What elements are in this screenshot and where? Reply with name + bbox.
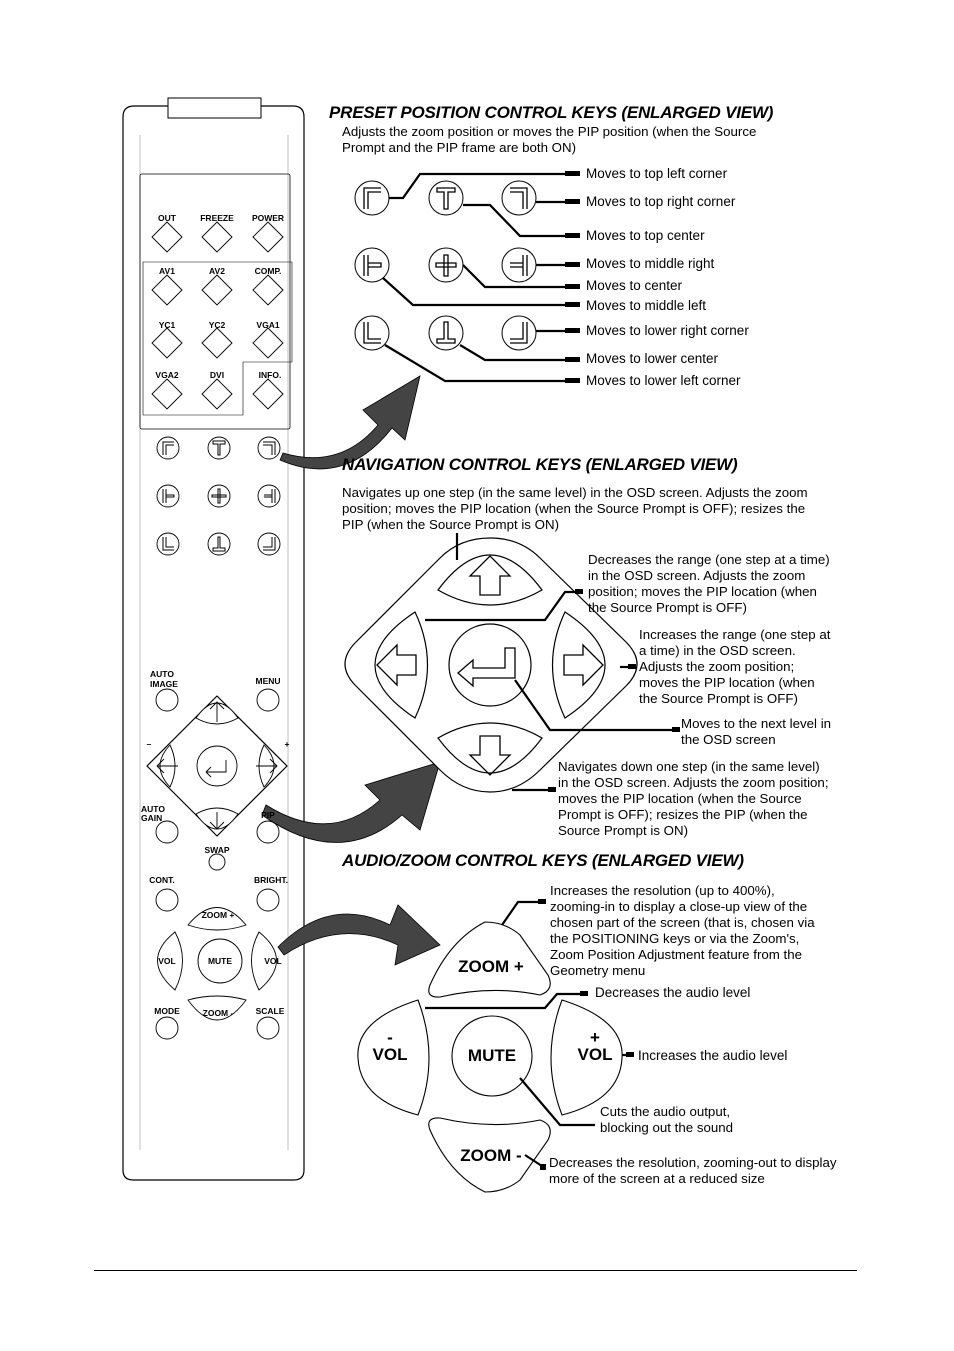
callout-top-left: Moves to top left corner — [586, 166, 728, 181]
minus-label: – — [146, 739, 152, 749]
zoom-minus-key-label: ZOOM - — [460, 1146, 522, 1165]
navigation-left-description: Decreases the range (one step at a time) in the OSD screen. Adjusts the zoom position; moves the PIP location (when the Source Prompt is OFF) — [588, 552, 830, 615]
av1-label: AV1 — [159, 266, 175, 276]
cont-button — [156, 889, 178, 911]
dvi-label: DVI — [209, 370, 225, 380]
remote-vol-minus-label: VOL — [158, 956, 176, 966]
navigation-down-description: Navigates down one step (in the same level) in the OSD screen. Adjusts the zoom position; moves the PIP location (when the Source Prompt is OFF); resizes the PIP (when the Source Prompt is ON) — [558, 759, 829, 838]
scale-label: SCALE — [255, 1006, 285, 1016]
preset-section-description: Adjusts the zoom position or moves the PIP position (when the Source Prompt and the PIP frame are both ON) — [342, 124, 757, 155]
callout-top-center: Moves to top center — [586, 228, 705, 243]
remote-zoom-minus-label: ZOOM - — [202, 1008, 234, 1018]
plus-label: + — [284, 739, 290, 749]
swap-button — [209, 854, 225, 870]
menu-label: MENU — [255, 676, 281, 686]
zoom-plus-key-label: ZOOM + — [458, 957, 524, 976]
yc2-label: YC2 — [208, 320, 226, 330]
av2-label: AV2 — [209, 266, 225, 276]
mode-button — [156, 1017, 178, 1039]
freeze-label: FREEZE — [200, 213, 234, 223]
mute-description: Cuts the audio output, blocking out the sound — [600, 1104, 734, 1135]
vol-plus-key-label: VOL — [577, 1045, 613, 1064]
remote-preset-buttons — [157, 437, 280, 555]
callout-lower-right: Moves to lower right corner — [586, 323, 749, 338]
cont-label: CONT. — [149, 875, 175, 885]
vol-minus-key-label: VOL — [372, 1045, 408, 1064]
mute-key-label: MUTE — [467, 1046, 517, 1065]
preset-enlarged-keys — [355, 181, 536, 350]
yc1-label: YC1 — [158, 320, 176, 330]
auto-image-button — [156, 689, 178, 711]
vol-plus-sign: + — [590, 1028, 600, 1047]
info-label: INFO. — [258, 370, 282, 380]
callout-center: Moves to center — [586, 278, 683, 293]
zoom-plus-description: Increases the resolution (up to 400%), zooming-in to display a close-up view of the chosen part of the screen (that is, chosen via the POSITIONING keys or via the Zoom's, Zoom Position Adjustment feature from the Geometry menu — [550, 883, 815, 978]
auto-gain-button — [156, 821, 178, 843]
navigation-section-title: NAVIGATION CONTROL KEYS (ENLARGED VIEW) — [342, 455, 738, 474]
vga2-label: VGA2 — [155, 370, 179, 380]
navigation-right-description: Increases the range (one step at a time) in the OSD screen. Adjusts the zoom position; moves the PIP location (when the Source Prompt is OFF) — [639, 627, 831, 706]
preset-callout-lines — [383, 174, 570, 381]
preset-section-title: PRESET POSITION CONTROL KEYS (ENLARGED VIEW) — [329, 103, 774, 122]
callout-top-right: Moves to top right corner — [586, 194, 736, 209]
vol-minus-description: Decreases the audio level — [595, 985, 751, 1000]
comp-label: COMP. — [254, 266, 282, 276]
bright-label: BRIGHT. — [254, 875, 288, 885]
zoom-minus-description: Decreases the resolution, zooming-out to display more of the screen at a reduced size — [549, 1155, 837, 1186]
footer-rule — [94, 1270, 857, 1271]
navigation-enter-description: Moves to the next level in the OSD screen — [681, 716, 832, 747]
preset-callout-ends — [565, 171, 580, 383]
bright-button — [257, 889, 279, 911]
callout-lower-left: Moves to lower left corner — [586, 373, 741, 388]
remote-vol-plus-label: VOL — [264, 956, 282, 966]
callout-middle-right: Moves to middle right — [586, 256, 715, 271]
vol-minus-sign: - — [387, 1028, 393, 1047]
auto-gain-label: AUTO GAIN — [141, 804, 165, 823]
power-label: POWER — [251, 213, 285, 223]
pip-label: PIP — [261, 810, 275, 820]
vol-plus-description: Increases the audio level — [638, 1048, 788, 1063]
scale-button — [257, 1017, 279, 1039]
swap-label: SWAP — [204, 845, 230, 855]
remote-mute-label: MUTE — [207, 956, 233, 966]
remote-zoom-plus-label: ZOOM + — [201, 910, 235, 920]
callout-middle-left: Moves to middle left — [586, 298, 707, 313]
audio-section-title: AUDIO/ZOOM CONTROL KEYS (ENLARGED VIEW) — [342, 851, 744, 870]
callout-lower-center: Moves to lower center — [586, 351, 719, 366]
navigation-up-description: Navigates up one step (in the same level) in the OSD screen. Adjusts the zoom position; moves the PIP location (when the Source Prompt is OFF); resizes the PIP (when the Source Prompt is ON) — [342, 485, 808, 532]
vga1-label: VGA1 — [256, 320, 280, 330]
menu-button — [257, 689, 279, 711]
out-label: OUT — [158, 213, 176, 223]
auto-image-label: AUTO IMAGE — [150, 669, 178, 689]
mode-label: MODE — [154, 1006, 180, 1016]
